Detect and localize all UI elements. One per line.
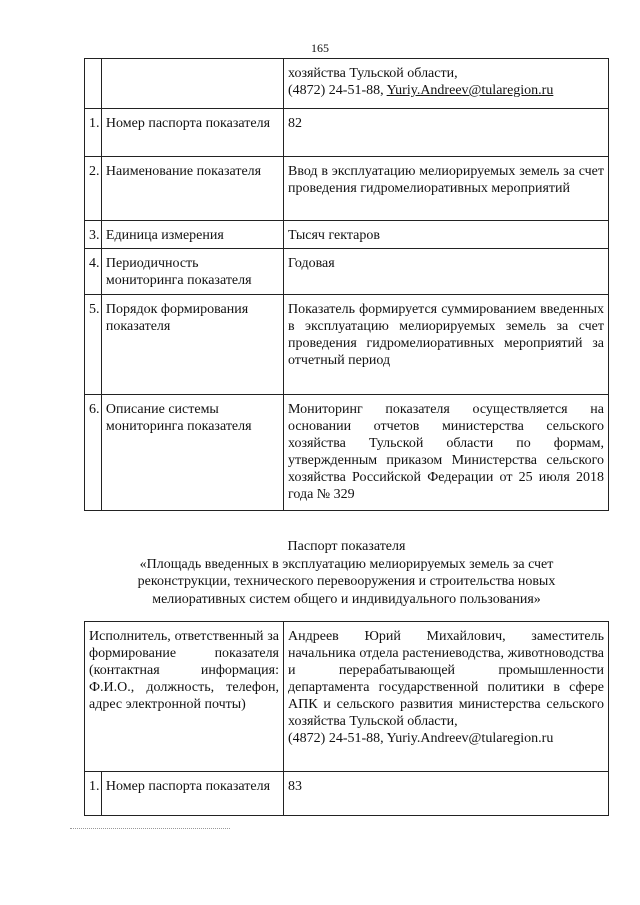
row-label: Порядок формирования показателя <box>101 295 283 395</box>
table-row <box>85 249 609 295</box>
cell-empty <box>101 59 283 109</box>
cell-empty <box>85 59 102 109</box>
row-label: Номер паспорта показателя <box>101 109 283 157</box>
row-number: 1. <box>85 109 102 157</box>
table-row-continuation <box>85 59 609 109</box>
table-row <box>85 772 609 816</box>
contact-email: Yuriy.Andreev@tularegion.ru <box>386 83 554 98</box>
table-row <box>85 295 609 395</box>
row-number: 3. <box>85 221 102 249</box>
row-number: 6. <box>85 395 102 511</box>
row-label: Наименование показателя <box>101 157 283 221</box>
row-value: Годовая <box>283 249 608 295</box>
row-label: Периодичность мониторинга показателя <box>101 249 283 295</box>
contact-org-line: хозяйства Тульской области, <box>287 66 458 81</box>
executor-value: Андреев Юрий Михайлович, заместитель начальника отдела растениеводства, животноводства и перерабатывающей промышленности департамента государственной политики в сфере АПК и сельского развития министерства сельского хозяйства Тульской области, <box>288 629 604 729</box>
table-row <box>85 109 609 157</box>
passport-heading-indicator-line: реконструкции, технического перевооружения и строительства новых <box>137 574 556 589</box>
contact-phone: (4872) 24-51-88, <box>287 83 384 98</box>
row-value: 82 <box>283 109 608 157</box>
row-value: Показатель формируется суммированием введенных в эксплуатацию мелиорируемых земель за счет проведения гидромелиоративных мероприятий за отчетный период <box>283 295 608 395</box>
table-row-executor <box>85 622 609 772</box>
executor-info <box>284 622 609 772</box>
contact-line <box>288 82 604 99</box>
row-number: 1. <box>85 772 102 816</box>
row-label: Номер паспорта показателя <box>101 772 283 816</box>
row-label: Описание системы мониторинга показателя <box>101 395 283 511</box>
executor-label: Исполнитель, ответственный за формирование показателя (контактная информация: Ф.И.О., должность, телефон, адрес электронной почты) <box>85 622 284 772</box>
passport-heading-title: Паспорт показателя <box>287 539 406 554</box>
table-row <box>85 395 609 511</box>
page-number: 165 <box>311 41 329 55</box>
table-row <box>85 157 609 221</box>
passport-heading-indicator-line: мелиоративных систем общего и индивидуального пользования» <box>152 591 541 607</box>
passport-heading-indicator-line: «Площадь введенных в эксплуатацию мелиорируемых земель за счет <box>139 556 554 572</box>
executor-contact: (4872) 24-51-88, Yuriy.Andreev@tularegion.ru <box>288 731 554 746</box>
row-number: 5. <box>85 295 102 395</box>
row-value: 83 <box>284 772 609 816</box>
row-value: Тысяч гектаров <box>283 221 608 249</box>
row-value: Ввод в эксплуатацию мелиорируемых земель за счет проведения гидромелиоративных мероприятий <box>283 157 608 221</box>
row-number: 2. <box>85 157 102 221</box>
indicator-passport-table-83 <box>84 621 609 816</box>
row-number: 4. <box>85 249 102 295</box>
passport-heading <box>84 538 609 608</box>
row-value: Мониторинг показателя осуществляется на основании отчетов министерства сельского хозяйства Тульской области по формам, утвержденным приказом Министерства сельского хозяйства Российской Федерации от 25 июля 2018 года № 329 <box>283 395 608 511</box>
executor-contact-continuation <box>283 59 608 109</box>
indicator-passport-table-82 <box>84 58 609 511</box>
row-label: Единица измерения <box>101 221 283 249</box>
scan-artifact <box>70 828 230 831</box>
table-row <box>85 221 609 249</box>
